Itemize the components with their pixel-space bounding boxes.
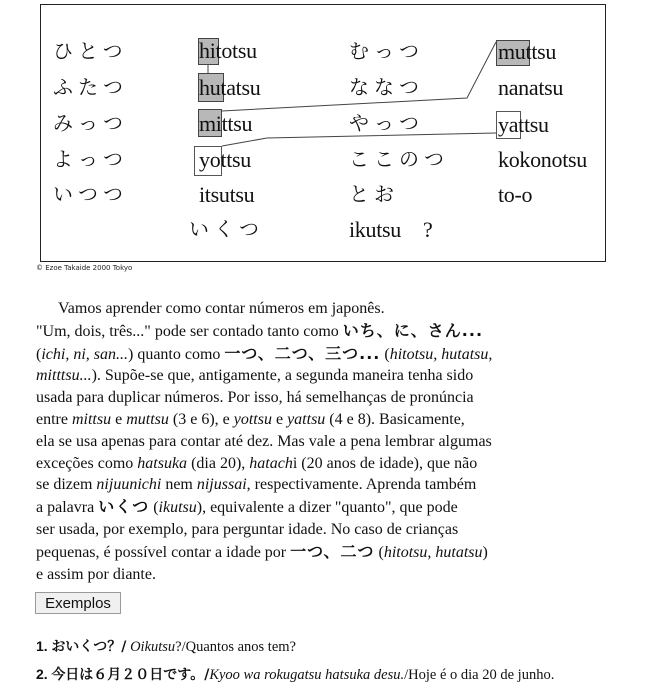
kana-9: ここのつ	[349, 147, 449, 171]
para-line: ela se usa apenas para contar até dez. Mas vale a pena lembrar algumas	[36, 432, 492, 450]
kana-7: ななつ	[349, 75, 424, 99]
kana-10: とお	[349, 182, 399, 206]
explanation-paragraph	[36, 298, 626, 585]
kana-ikutsu: いくつ	[189, 217, 264, 241]
para-line: mitttsu...). Supõe-se que, antigamente, a segunda maneira tenha sido	[36, 367, 474, 385]
question-mark: ?	[423, 217, 433, 242]
example-item-1: 1. おいくつ？/ Oikutsu?/Quantos anos tem?	[36, 638, 296, 655]
para-line: pequenas, é possível contar a idade por 一つ、二つ (hitotsu, hutatsu)	[36, 541, 488, 561]
para-line: e assim por diante.	[36, 565, 156, 583]
para-line: entre mittsu e muttsu (3 e 6), e yottsu e yattsu (4 e 8). Basicamente,	[36, 410, 465, 428]
romaji-2: hutatsu	[199, 75, 261, 100]
kana-2: ふたつ	[53, 75, 128, 99]
para-line: "Um, dois, três..." pode ser contado tanto como いち、に、さん...	[36, 320, 484, 340]
examples-button[interactable]: Exemplos	[35, 592, 121, 614]
kana-6: むっつ	[349, 39, 424, 63]
para-line: usada para duplicar números. Por isso, há semelhanças de pronúncia	[36, 389, 474, 407]
romaji-3: mittsu	[199, 111, 253, 136]
para-line: (ichi, ni, san...) quanto como 一つ、二つ、三つ... (hitotsu, hutatsu,	[36, 343, 493, 363]
romaji-4: yottsu	[199, 147, 251, 172]
romaji-8: yattsu	[498, 112, 549, 137]
romaji-7: nanatsu	[498, 75, 564, 100]
romaji-1: hitotsu	[199, 38, 257, 63]
kana-8: やっつ	[349, 111, 424, 135]
romaji-10: to-o	[498, 182, 533, 207]
para-line: ser usada, por exemplo, para perguntar idade. No caso de crianças	[36, 520, 459, 538]
para-line: Vamos aprender como contar números em japonês.	[58, 300, 385, 317]
romaji-9: kokonotsu	[498, 147, 587, 172]
counting-chart	[40, 4, 606, 262]
romaji-5: itsutsu	[199, 182, 255, 207]
romaji-ikutsu: ikutsu	[349, 217, 401, 242]
kana-5: いつつ	[53, 182, 128, 206]
para-line: se dizem nijuunichi nem nijussai, respectivamente. Aprenda também	[36, 476, 477, 494]
kana-1: ひとつ	[53, 39, 128, 63]
kana-4: よっつ	[53, 147, 128, 171]
romaji-6: muttsu	[498, 39, 557, 64]
kana-3: みっつ	[53, 111, 128, 135]
example-item-2: 2. 今日は６月２０日です。/Kyoo wa rokugatsu hatsuka desu./Hoje é o dia 20 de junho.	[36, 666, 555, 683]
para-line: exceções como hatsuka (dia 20), hatachi (20 anos de idade), que não	[36, 454, 478, 472]
para-line: a palavra いくつ (ikutsu), equivalente a dizer "quanto", que pode	[36, 497, 458, 517]
image-credit: © Ezoe Takaide 2000 Tokyo	[36, 264, 133, 272]
